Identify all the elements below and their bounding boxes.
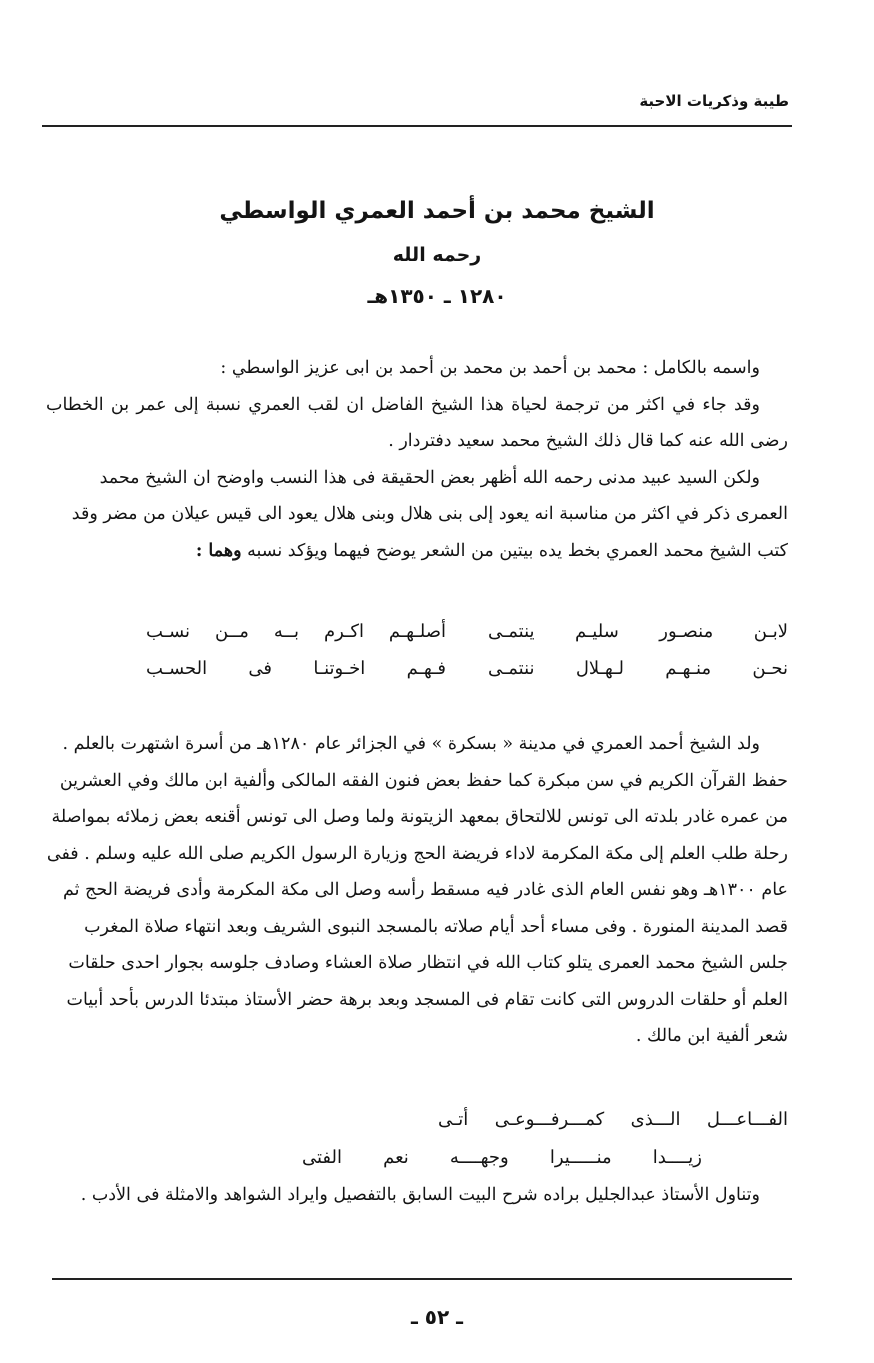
biography-section [46, 726, 788, 1055]
paragraph [46, 460, 788, 570]
poem-verse [46, 614, 788, 650]
page-title: الشيخ محمد بن أحمد العمري الواسطي [219, 198, 655, 224]
alfiya-verse-second: زيــــدا منـــــيرا وجهــــه نعم الفتى [302, 1147, 702, 1168]
paragraph-tail: وهما : [195, 540, 242, 561]
paragraph: وتناول الأستاذ عبدالجليل براده شرح البيت السابق بالتفصيل وايراد الشواهد والامثلة فى الأدب . [80, 1185, 760, 1205]
paragraph: وقد جاء في اكثر من ترجمة لحياة هذا الشيخ الفاضل ان لقب العمري نسبة إلى عمر بن الخطاب رضى الله عنه كما قال ذلك الشيخ محمد سعيد دفتردار . [46, 394, 788, 451]
paragraph-text: ولكن السيد عبيد مدنى رحمه الله أظهر بعض الحقيقة فى هذا النسب واوضح ان الشيخ محمد العمرى ذكر في اكثر من مناسبة انه يعود إلى بنى هلال وبنى هلال يعود الى قيس عيلان من مضر وقد كتب الشيخ محمد العمري بخط يده بيتين من الشعر يوضح فيهما ويؤكد نسبه [71, 467, 788, 561]
dates: ١٢٨٠ ـ ١٣٥٠هـ [367, 284, 507, 308]
page-number: ـ ٥٢ ـ [410, 1305, 464, 1329]
paragraph: ولد الشيخ أحمد العمري في مدينة « بسكرة » في الجزائر عام ١٢٨٠هـ من أسرة اشتهرت بالعلم . حفظ القرآن الكريم في سن مبكرة كما حفظ بعض فنون الفقه المالكى وألفية ابن مالك وفي العشرين من عمره غادر بلدته الى تونس للالتحاق بمعهد الزيتونة ولما وصل الى تونس أقنعه بعض زملائه بمواصلة رحلة طلب العلم إلى مكة المكرمة لاداء فريضة الحج وزيارة الرسول الكريم صلى الله عليه وسلم . ففى عام ١٣٠٠هـ وهو نفس العام الذى غادر فيه مسقط رأسه وصل الى مكة المكرمة وأدى فريضة الحج ثم قصد المدينة المنورة . وفى مساء أحد أيام صلاته بالمسجد النبوى الشريف وبعد انتهاء صلاة المغرب جلس الشيخ محمد العمرى يتلو كتاب الله في انتظار صلاة العشاء وصادف جلوسه بجوار احدى حلقات العلم أو حلقات الدروس التى كانت تقام فى المسجد وبعد برهة حضر الأستاذ مبتدئا الدرس بأحد أبيات شعر ألفية ابن مالك . [46, 734, 788, 1046]
poem-verse [46, 651, 788, 687]
subtitle: رحمه الله [392, 244, 482, 266]
alfiya-verse-first: الفـــاعـــل الـــذى كمـــرفـــوعـى أتـى [438, 1109, 788, 1130]
paragraph: واسمه بالكامل : محمد بن أحمد بن محمد بن أحمد بن ابى عزيز الواسطي : [220, 358, 760, 378]
footer-rule [52, 1278, 792, 1280]
verse-hemistich: نحـن منـهـم لـهـلال ننتمـى [488, 658, 788, 679]
header-rule [42, 125, 792, 127]
verse-hemistich: فـهـم اخـوتنـا فى الحسـب [146, 658, 446, 679]
verse-hemistich: لابـن منصـور سليـم ينتمـى [488, 621, 788, 642]
running-header: طيبة وذكريات الاحبة [639, 92, 789, 110]
verse-hemistich: أصلـهـم اكـرم بــه مــن نسـب [146, 621, 446, 642]
closing-section [46, 1177, 788, 1214]
intro-section [46, 350, 788, 569]
